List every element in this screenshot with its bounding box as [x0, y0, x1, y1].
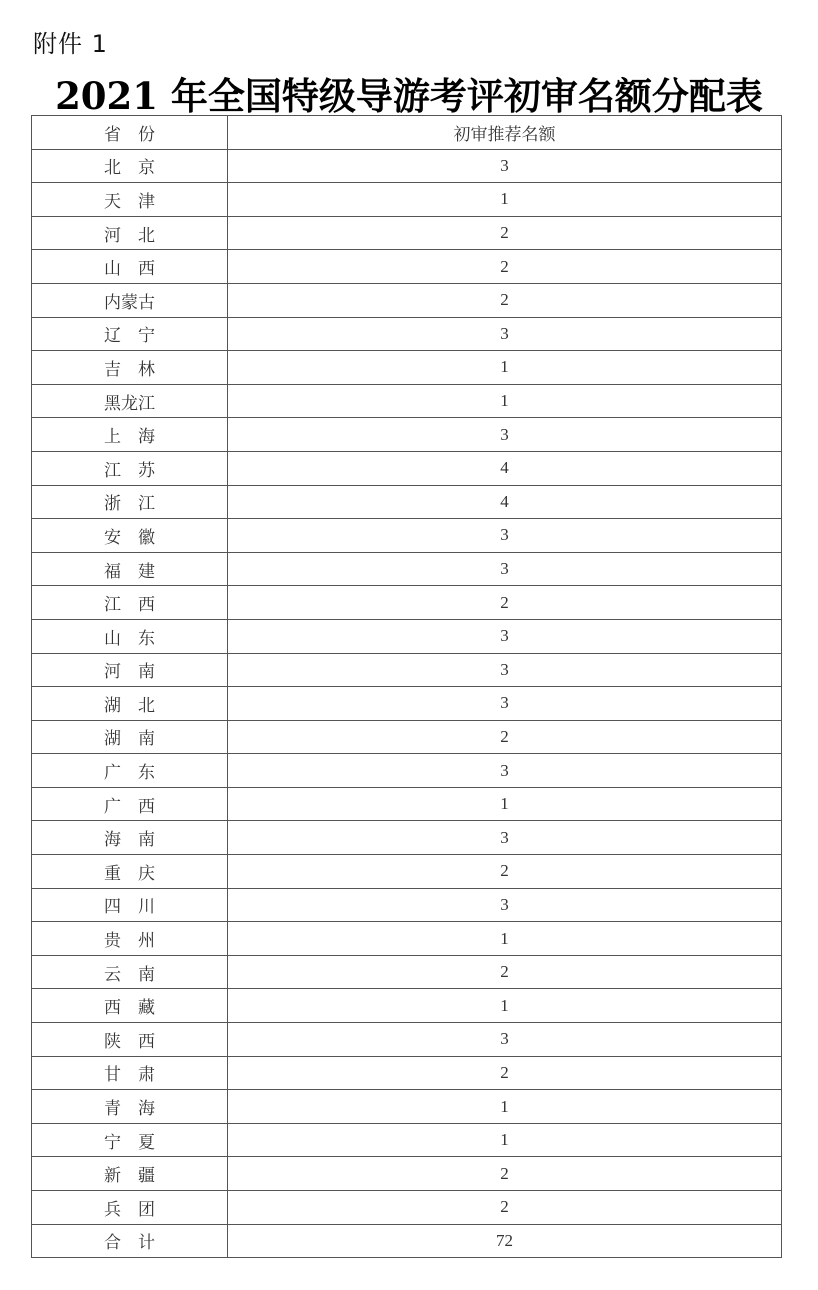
table-row	[32, 821, 782, 855]
table-row	[32, 485, 782, 519]
province-cell: 西 藏	[32, 989, 228, 1023]
table-row	[32, 384, 782, 418]
table-row	[32, 787, 782, 821]
table-row	[32, 183, 782, 217]
table-row	[32, 888, 782, 922]
document-title: 2021 年全国特级导游考评初审名额分配表	[55, 74, 763, 118]
quota-cell: 1	[228, 384, 782, 418]
quota-cell: 3	[228, 821, 782, 855]
province-cell: 广 西	[32, 787, 228, 821]
table-row	[32, 1157, 782, 1191]
quota-cell: 2	[228, 1157, 782, 1191]
province-cell: 浙 江	[32, 485, 228, 519]
province-cell: 内蒙古	[32, 283, 228, 317]
attachment-label: 附件 1	[33, 30, 108, 58]
province-cell: 新 疆	[32, 1157, 228, 1191]
table-row	[32, 989, 782, 1023]
quota-cell: 1	[228, 787, 782, 821]
quota-cell: 2	[228, 250, 782, 284]
table-row	[32, 317, 782, 351]
province-cell: 山 东	[32, 619, 228, 653]
province-cell: 青 海	[32, 1090, 228, 1124]
province-cell: 河 南	[32, 653, 228, 687]
province-cell: 贵 州	[32, 922, 228, 956]
province-cell: 甘 肃	[32, 1056, 228, 1090]
quota-cell: 3	[228, 418, 782, 452]
quota-cell: 3	[228, 687, 782, 721]
quota-cell: 2	[228, 1056, 782, 1090]
province-cell: 陕 西	[32, 1023, 228, 1057]
quota-cell: 3	[228, 619, 782, 653]
province-cell: 吉 林	[32, 351, 228, 385]
quota-cell: 3	[228, 754, 782, 788]
table-row	[32, 451, 782, 485]
province-cell: 江 苏	[32, 451, 228, 485]
table-row	[32, 149, 782, 183]
quota-cell: 3	[228, 1023, 782, 1057]
province-cell: 宁 夏	[32, 1123, 228, 1157]
quota-cell: 4	[228, 485, 782, 519]
table-row	[32, 1123, 782, 1157]
province-cell: 湖 南	[32, 720, 228, 754]
province-cell: 广 东	[32, 754, 228, 788]
table-row	[32, 922, 782, 956]
province-cell: 上 海	[32, 418, 228, 452]
header-province: 省 份	[32, 116, 228, 150]
province-cell: 四 川	[32, 888, 228, 922]
province-cell: 安 徽	[32, 519, 228, 553]
table-row	[32, 653, 782, 687]
quota-cell: 3	[228, 519, 782, 553]
quota-cell: 2	[228, 855, 782, 889]
province-cell: 福 建	[32, 552, 228, 586]
province-cell: 重 庆	[32, 855, 228, 889]
table-row	[32, 519, 782, 553]
quota-cell: 2	[228, 1191, 782, 1225]
table-row	[32, 855, 782, 889]
table-row	[32, 250, 782, 284]
province-cell: 山 西	[32, 250, 228, 284]
quota-cell: 1	[228, 351, 782, 385]
quota-cell: 3	[228, 653, 782, 687]
quota-cell: 4	[228, 451, 782, 485]
province-cell: 北 京	[32, 149, 228, 183]
total-value: 72	[228, 1224, 782, 1258]
table-row	[32, 1023, 782, 1057]
table-row	[32, 1090, 782, 1124]
total-label: 合 计	[32, 1224, 228, 1258]
province-cell: 江 西	[32, 586, 228, 620]
quota-cell: 2	[228, 955, 782, 989]
table-row	[32, 216, 782, 250]
table-row	[32, 586, 782, 620]
quota-allocation-table	[31, 115, 782, 1258]
quota-cell: 2	[228, 216, 782, 250]
table-row	[32, 1191, 782, 1225]
province-cell: 云 南	[32, 955, 228, 989]
quota-cell: 3	[228, 317, 782, 351]
quota-cell: 3	[228, 552, 782, 586]
quota-cell: 3	[228, 149, 782, 183]
province-cell: 湖 北	[32, 687, 228, 721]
quota-cell: 1	[228, 922, 782, 956]
quota-cell: 1	[228, 1090, 782, 1124]
province-cell: 兵 团	[32, 1191, 228, 1225]
table-row	[32, 754, 782, 788]
table-row	[32, 418, 782, 452]
table-row	[32, 351, 782, 385]
quota-cell: 1	[228, 1123, 782, 1157]
table-row	[32, 720, 782, 754]
quota-cell: 3	[228, 888, 782, 922]
quota-cell: 1	[228, 989, 782, 1023]
table-row	[32, 955, 782, 989]
quota-cell: 2	[228, 283, 782, 317]
total-row	[32, 1224, 782, 1258]
quota-cell: 2	[228, 586, 782, 620]
header-quota: 初审推荐名额	[228, 116, 782, 150]
table-row	[32, 1056, 782, 1090]
table-row	[32, 687, 782, 721]
province-cell: 黑龙江	[32, 384, 228, 418]
quota-cell: 1	[228, 183, 782, 217]
quota-cell: 2	[228, 720, 782, 754]
table-row	[32, 552, 782, 586]
table-row	[32, 283, 782, 317]
table-row	[32, 619, 782, 653]
table-body	[32, 149, 782, 1224]
province-cell: 海 南	[32, 821, 228, 855]
province-cell: 辽 宁	[32, 317, 228, 351]
province-cell: 天 津	[32, 183, 228, 217]
province-cell: 河 北	[32, 216, 228, 250]
table-header-row	[32, 116, 782, 150]
